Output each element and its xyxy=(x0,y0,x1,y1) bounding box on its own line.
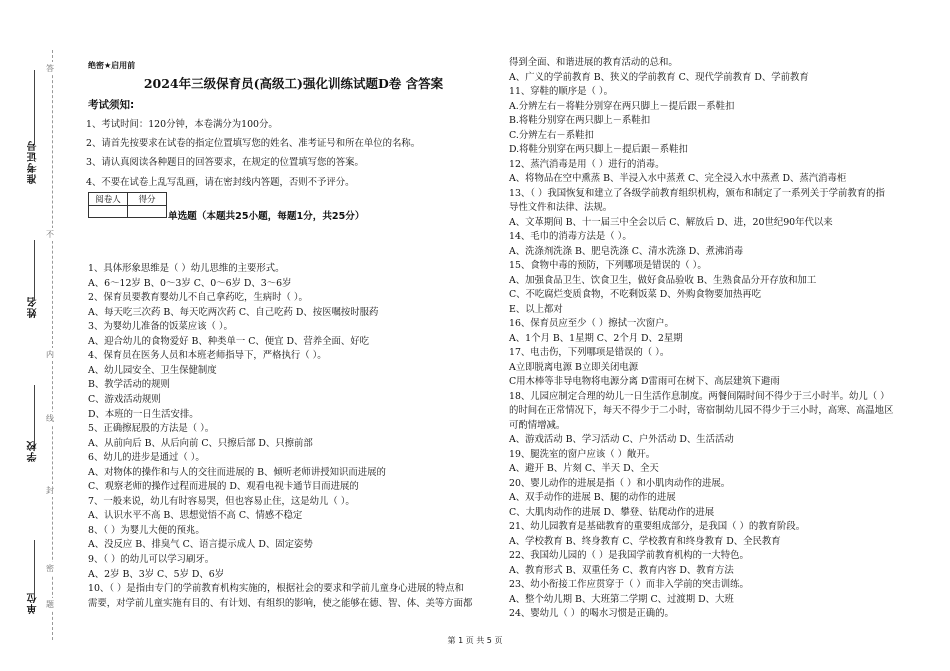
question-line: 19、腿洗室的窗户应该（ ）敞开。 xyxy=(509,448,656,460)
question-line: B、教学活动的规则 xyxy=(88,379,170,391)
question-line: A、将物品在空中熏蒸 B、半浸入水中蒸煮 C、完全浸入水中蒸煮 D、蒸汽消毒柜 xyxy=(509,173,847,184)
question-line: 5、正确擦屁股的方法是（ ）。 xyxy=(88,423,215,435)
question-line: 23、幼小衔接工作应贯穿于（ ）而非入学前的突击训练。 xyxy=(509,579,749,590)
binding-underline-exam-id xyxy=(34,70,35,145)
question-line: 得到全面、和谐进展的教育活动的总和。 xyxy=(509,57,678,68)
seal-line xyxy=(52,50,53,640)
question-line: A、认识水平不高 B、思想觉悟不高 C、情感不稳定 xyxy=(88,510,303,522)
seal-mark: 答 xyxy=(46,64,54,73)
question-line: A立即脱离电源 B立即关闭电源 xyxy=(509,361,639,373)
question-line: A、对物体的操作和与人的交往而进展的 B、倾听老师讲授知识而进展的 xyxy=(88,466,386,478)
section-heading: 单选题（本题共25小题，每题1分，共25分） xyxy=(168,211,365,222)
seal-mark: 不 xyxy=(46,230,54,239)
secret-label: 绝密★启用前 xyxy=(88,61,136,70)
question-line: 8、（ ）为婴儿大便的预兆。 xyxy=(88,524,205,536)
question-line: A、游戏活动 B、学习活动 C、户外活动 D、生活活动 xyxy=(509,434,734,445)
question-line: C、游戏活动规则 xyxy=(88,393,161,405)
question-line: A、从前向后 B、从后向前 C、只擦后部 D、只擦前部 xyxy=(88,437,313,449)
question-line: D、本班的一日生活安排。 xyxy=(88,408,199,420)
question-line: 6、幼儿的进步是通过（ ）。 xyxy=(88,452,205,464)
binding-label-unit: 单位 xyxy=(28,592,39,614)
notice-item: 2、请首先按要求在试卷的指定位置填写您的姓名、准考证号和所在单位的名称。 xyxy=(86,138,421,149)
question-line: E、以上都对 xyxy=(509,303,563,315)
question-line: A、每天吃三次药 B、每天吃两次药 C、自己吃药 D、按医嘱按时服药 xyxy=(88,306,379,318)
notice-item: 4、不要在试卷上乱写乱画，请在密封线内答题，否则不予评分。 xyxy=(86,177,355,188)
score-table-cell xyxy=(89,206,128,218)
question-line: A.分辨左右－将鞋分别穿在两只脚上－提后跟－系鞋扣 xyxy=(509,100,735,112)
question-line: A、加强食品卫生、饮食卫生，做好食品验收 B、生熟食品分开存放和加工 xyxy=(509,274,817,286)
notice-item: 1、考试时间：120分钟，本卷满分为100分。 xyxy=(86,119,278,130)
question-line: 的时间在正常情况下，每天不得少于二小时，寄宿制幼儿园不得少于三小时，高寒、高温地区 xyxy=(509,405,894,416)
question-line: 17、电击伤，下列哪项是错误的（ ）。 xyxy=(509,347,670,358)
question-line: 1、具体形象思维是（ ）幼儿思维的主要形式。 xyxy=(88,263,285,274)
binding-underline-school xyxy=(34,385,35,445)
question-line: D.将鞋分别穿在两只脚上－提后跟－系鞋扣 xyxy=(509,144,688,155)
question-line: 9、（ ）的幼儿可以学习刷牙。 xyxy=(88,554,215,565)
question-line: 20、婴儿动作的进展是指（ ）和小肌肉动作的进展。 xyxy=(509,477,731,489)
notice-title: 考试须知: xyxy=(88,99,135,111)
question-line: 13、（ ）我国恢复和建立了各级学前教育组织机构，颁布和制定了一系列关于学前教育的指 xyxy=(509,187,885,199)
binding-label-exam-id: 准考证号 xyxy=(28,140,39,184)
question-line: A、洗涤剂洗涤 B、肥皂洗涤 C、清水洗涤 D、煮沸消毒 xyxy=(509,245,744,257)
question-line: A、教育形式 B、双重任务 C、教育内容 D、教育方法 xyxy=(509,564,734,576)
question-line: A、1个月 B、1星期 C、2个月 D、2星期 xyxy=(509,332,683,344)
question-line: A、双手动作的进展 B、腿的动作的进展 xyxy=(509,492,676,503)
seal-mark: 密 xyxy=(46,564,54,573)
question-line: 10、（ ）是指由专门的学前教育机构实施的，根据社会的要求和学前儿童身心进展的特点和 xyxy=(88,583,464,595)
question-line: A、文革期间 B、十一届三中全会以后 C、解放后 D、进，20世纪90年代以来 xyxy=(509,216,833,228)
question-line: C、观察老师的操作过程而进展的 D、观看电视卡通节目而进展的 xyxy=(88,481,359,493)
question-line: 3、为婴幼儿准备的饭菜应该（ ）。 xyxy=(88,321,233,333)
question-line: 可酌情增减。 xyxy=(509,419,566,431)
question-line: B.将鞋分别穿在两只脚上－系鞋扣 xyxy=(509,115,651,126)
question-line: 18、儿园应制定合理的幼儿一日生活作息制度。两餐间隔时间不得少于三小时半。幼儿（ ） xyxy=(509,390,890,402)
notice-item: 3、请认真阅读各种题目的回答要求，在规定的位置填写您的答案。 xyxy=(86,157,364,168)
question-line: 4、保育员在医务人员和本班老师指导下，严格执行（ ）。 xyxy=(88,350,327,362)
question-line: 7、一般来说，幼儿有时容易哭，但也容易止住，这是幼儿（ ）。 xyxy=(88,495,355,507)
score-table-score: 得分 xyxy=(128,193,167,206)
question-line: 导性文件和法律、法规。 xyxy=(509,202,613,213)
seal-mark: 封 xyxy=(46,486,54,495)
question-line: A、广义的学前教育 B、狭义的学前教育 C、现代学前教育 D、学前教育 xyxy=(509,71,809,83)
question-line: A、2岁 B、3岁 C、5岁 D、6岁 xyxy=(88,568,225,580)
score-table-cell xyxy=(128,206,167,218)
question-line: 11、穿鞋的顺序是（ ）。 xyxy=(509,86,613,97)
score-table xyxy=(88,192,167,218)
question-line: 16、保育员应至少（ ）擦拭一次窗户。 xyxy=(509,318,674,329)
question-line: C、大肌肉动作的进展 D、攀登、钻爬动作的进展 xyxy=(509,506,715,518)
page-title: 2024年三级保育员(高级工)强化训练试题D卷 含答案 xyxy=(143,76,444,91)
page-footer: 第 1 页 共 5 页 xyxy=(447,636,503,645)
binding-strip xyxy=(0,0,70,671)
binding-label-name: 姓名 xyxy=(28,296,39,318)
question-line: 21、幼儿园教育是基础教育的重要组成部分，是我国（ ）的教育阶段。 xyxy=(509,521,806,532)
question-line: 22、我国幼儿园的（ ）是我国学前教育机构的一大特色。 xyxy=(509,550,749,561)
question-line: 12、蒸汽消毒是用（ ）进行的消毒。 xyxy=(509,158,665,170)
question-line: A、避开 B、片刻 C、半天 D、全天 xyxy=(509,463,659,474)
question-line: C.分辨左右－系鞋扣 xyxy=(509,129,594,141)
seal-mark: 线 xyxy=(46,414,54,423)
question-line: 24、婴幼儿（ ）的喝水习惯是正确的。 xyxy=(509,608,674,619)
binding-label-school: 学校 xyxy=(28,440,39,462)
question-line: A、幼儿园安全、卫生保健制度 xyxy=(88,364,217,376)
question-line: A、整个幼儿期 B、大班第二学期 C、过渡期 D、大班 xyxy=(509,593,734,605)
binding-underline-name xyxy=(34,240,35,300)
question-line: A、没反应 B、排臭气 C、语言提示成人 D、固定姿势 xyxy=(88,539,313,551)
question-line: 需要，对学前儿童实施有目的、有计划、有组织的影响，使之能够在德、智、体、美等方面都 xyxy=(88,597,473,609)
binding-underline-unit xyxy=(34,540,35,598)
question-line: A、学校教育 B、终身教育 C、学校教育和终身教育 D、全民教育 xyxy=(509,535,781,547)
question-line: 15、食物中毒的预防，下列哪项是错误的（ ）。 xyxy=(509,260,707,271)
question-line: 14、毛巾的消毒方法是（ ）。 xyxy=(509,231,632,242)
question-line: A、迎合幼儿的食物爱好 B、种类单一 C、便宜 D、营养全面、好吃 xyxy=(88,335,370,347)
seal-mark-tail: 题 xyxy=(46,600,54,609)
question-line: C、不吃腐烂变质食物，不吃剩饭菜 D、外购食物要加热再吃 xyxy=(509,289,762,300)
question-line: 2、保育员要教育婴幼儿不自己拿药吃，生病时（ ）。 xyxy=(88,292,308,304)
question-line: A、6～12岁 B、0～3岁 C、0～6岁 D、3～6岁 xyxy=(88,277,292,289)
score-table-grader: 阅卷人 xyxy=(89,193,128,206)
seal-mark: 内 xyxy=(46,350,54,359)
question-line: C用木棒等非导电物将电源分离 D雷雨可在树下、高层建筑下避雨 xyxy=(509,376,780,387)
